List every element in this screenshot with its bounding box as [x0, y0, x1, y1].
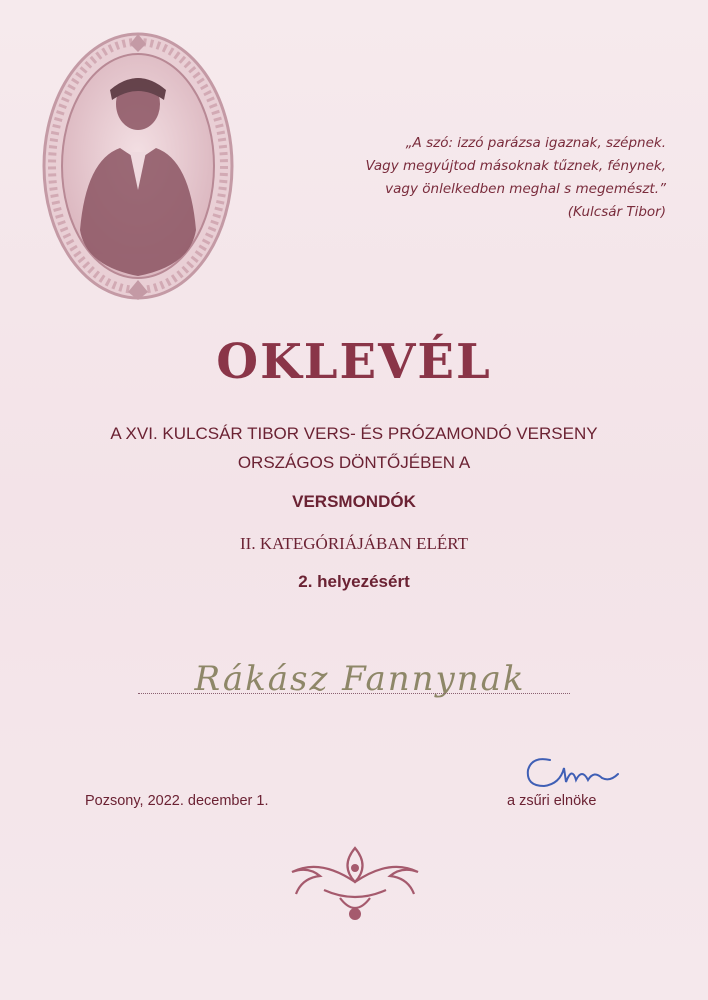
placement-label: 2. helyezésért: [298, 572, 410, 591]
name-underline: [138, 693, 570, 695]
quote-line: „A szó: izzó parázsa igaznak, szépnek.: [405, 135, 666, 151]
portrait-frame-image: [40, 30, 236, 302]
body-line-2: ORSZÁGOS DÖNTŐJÉBEN A: [237, 453, 471, 472]
floral-ornament-icon: [280, 838, 430, 928]
jury-signature: [520, 746, 626, 798]
body-line-1: A XVI. KULCSÁR TIBOR VERS- ÉS PRÓZAMONDÓ VERSENY: [110, 424, 598, 443]
quote-line: Vagy megyújtod másoknak tűznek, fénynek,: [365, 158, 666, 174]
place-date: Pozsony, 2022. december 1.: [85, 793, 269, 809]
quote-block: [246, 132, 666, 224]
recipient-handwriting: [170, 652, 550, 704]
certificate-title: OKLEVÉL: [216, 334, 492, 390]
jury-chair-label: a zsűri elnöke: [507, 793, 597, 809]
recipient-name: Rákász Fannynak: [194, 659, 526, 699]
quote-author: (Kulcsár Tibor): [567, 204, 666, 220]
quote-line: vagy önlelkedben meghal s megemészt.”: [385, 181, 666, 197]
body-line-4: II. KATEGÓRIÁJÁBAN ELÉRT: [240, 534, 468, 553]
category-label: VERSMONDÓK: [292, 492, 416, 511]
